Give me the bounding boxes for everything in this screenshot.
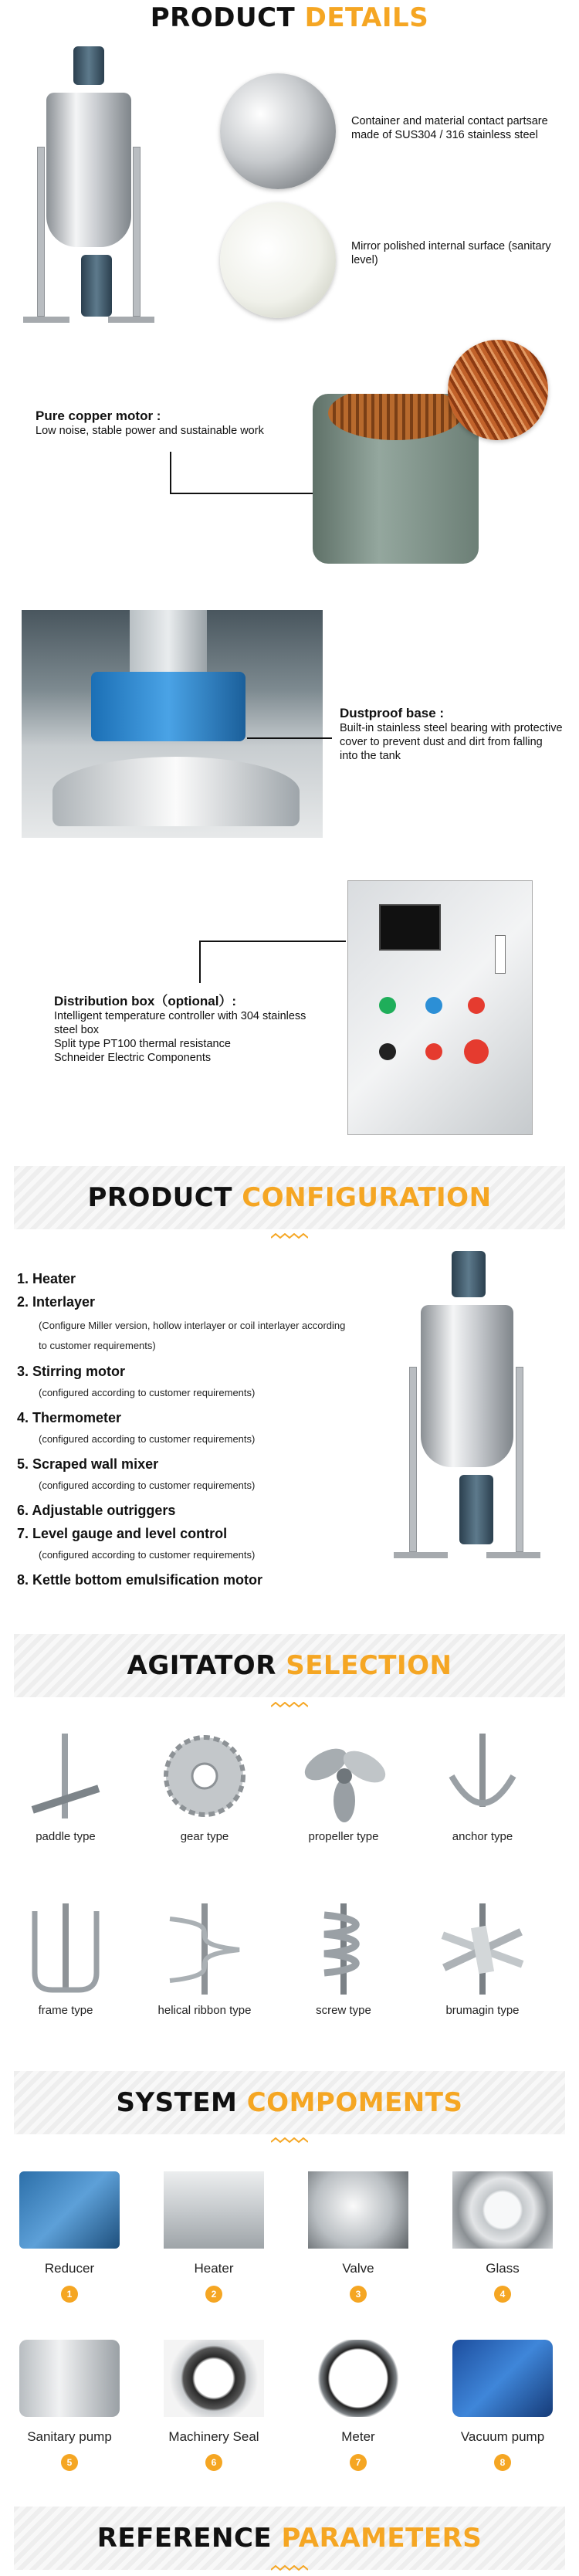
distribution-box-image: [347, 880, 533, 1135]
agitator-option: [417, 1903, 548, 2017]
component-label: Valve: [342, 2261, 374, 2276]
helical-ribbon-agitator-icon: [154, 1903, 255, 1996]
config-note: (configured according to customer requirements): [39, 1549, 256, 1561]
component-card: [433, 2171, 572, 2303]
zigzag-divider: [271, 1702, 308, 1708]
component-number-badge: 5: [61, 2454, 78, 2471]
agitator-label: screw type: [316, 2004, 371, 2017]
component-label: Machinery Seal: [168, 2429, 259, 2444]
screw-agitator-icon: [293, 1903, 394, 1996]
component-card: [144, 2340, 283, 2471]
config-note: (configured according to customer requirements): [39, 1480, 256, 1491]
section-header-reference: [0, 2507, 579, 2570]
section-header-components: [0, 2071, 579, 2134]
copper-motor-image: [313, 394, 479, 564]
base-text: Built-in stainless steel bearing with protective cover to prevent dust and dirt from falling into the tank: [340, 722, 563, 762]
component-number-badge: 4: [494, 2286, 511, 2303]
config-note: (configured according to customer requirements): [39, 1387, 256, 1398]
heater-image: [164, 2171, 264, 2249]
config-item: 1. Heater: [17, 1271, 76, 1286]
config-item: 5. Scraped wall mixer: [17, 1456, 159, 1472]
zigzag-divider: [271, 1233, 308, 1239]
sanitary-pump-image: [19, 2340, 120, 2417]
component-number-badge: 3: [350, 2286, 367, 2303]
machinery-seal-image: [164, 2340, 264, 2417]
mirror-surface-image: [220, 202, 336, 318]
agitator-label: anchor type: [452, 1830, 513, 1843]
agitator-label: gear type: [180, 1830, 229, 1843]
material-description: Container and material contact partsare made of SUS304 / 316 stainless steel: [351, 115, 548, 141]
section-title: AGITATOR SELECTION: [127, 1650, 452, 1681]
component-label: Glass: [486, 2261, 520, 2276]
steel-sample-image: [220, 73, 336, 189]
paddle-agitator-icon: [15, 1730, 116, 1822]
config-note: (Configure Miller version, hollow interlayer or coil interlayer according to customer requirements): [39, 1320, 346, 1351]
base-description: [340, 707, 564, 763]
component-number-badge: 2: [205, 2286, 222, 2303]
component-number-badge: 8: [494, 2454, 511, 2471]
config-item: 7. Level gauge and level control: [17, 1526, 228, 1541]
component-card: [289, 2171, 428, 2303]
component-label: Meter: [341, 2429, 375, 2444]
propeller-agitator-icon: [293, 1730, 394, 1822]
motor-description: [36, 409, 313, 438]
motor-title: Pure copper motor :: [36, 408, 161, 423]
section-title: REFERENCE PARAMETERS: [96, 2523, 482, 2554]
component-label: Heater: [194, 2261, 234, 2276]
vacuum-pump-image: [452, 2340, 553, 2417]
config-note: (configured according to customer requirements): [39, 1433, 256, 1445]
zigzag-divider: [271, 2137, 308, 2144]
agitator-option: [139, 1730, 270, 1843]
reducer-image: [19, 2171, 120, 2249]
component-number-badge: 7: [350, 2454, 367, 2471]
agitator-label: frame type: [38, 2004, 93, 2017]
copper-wire-image: [448, 340, 548, 440]
config-item: 6. Adjustable outriggers: [17, 1503, 176, 1518]
component-card: [144, 2171, 283, 2303]
connector-line: [170, 452, 171, 494]
base-title: Dustproof base :: [340, 706, 445, 720]
config-item: 2. Interlayer: [17, 1294, 96, 1310]
component-card: [433, 2340, 572, 2471]
agitator-option: [278, 1903, 409, 2017]
component-label: Sanitary pump: [27, 2429, 112, 2444]
dustproof-base-image: [22, 610, 323, 838]
motor-text: Low noise, stable power and sustainable work: [36, 425, 264, 437]
component-label: Vacuum pump: [460, 2429, 545, 2444]
box-title: Distribution box（optional）:: [54, 994, 237, 1008]
agitator-option: [139, 1903, 270, 2017]
agitator-label: propeller type: [308, 1830, 379, 1843]
glass-image: [452, 2171, 553, 2249]
config-item: 3. Stirring motor: [17, 1364, 126, 1379]
component-number-badge: 6: [205, 2454, 222, 2471]
anchor-agitator-icon: [432, 1730, 533, 1822]
brumagin-agitator-icon: [432, 1903, 533, 1996]
distribution-box-description: Distribution box（optional）: Intelligent temperature controller with 304 stainless steel box Split type PT100 thermal resistance Schneider Electric Components: [54, 994, 306, 1064]
section-header-agitator: [0, 1634, 579, 1697]
agitator-label: helical ribbon type: [157, 2004, 252, 2017]
mirror-description: Mirror polished internal surface (sanitary level): [351, 240, 551, 266]
meter-image: [308, 2340, 408, 2417]
connector-line: [199, 941, 201, 983]
section-header-details: [0, 2, 579, 51]
agitator-option: [417, 1730, 548, 1843]
zigzag-divider: [271, 2565, 308, 2571]
section-title: PRODUCT CONFIGURATION: [87, 1182, 492, 1213]
agitator-label: paddle type: [36, 1830, 96, 1843]
agitator-option: [0, 1903, 131, 2017]
connector-line: [170, 493, 317, 494]
valve-image: [308, 2171, 408, 2249]
reactor-tank-image: [386, 1251, 540, 1614]
gear-agitator-icon: [154, 1730, 255, 1822]
agitator-option: [0, 1730, 131, 1843]
frame-agitator-icon: [15, 1903, 116, 1996]
agitator-label: brumagin type: [445, 2004, 520, 2017]
component-card: [0, 2340, 139, 2471]
connector-line: [247, 737, 332, 739]
section-title: PRODUCT DETAILS: [150, 2, 429, 33]
component-label: Reducer: [44, 2261, 95, 2276]
agitator-option: [278, 1730, 409, 1843]
config-item: 4. Thermometer: [17, 1410, 122, 1425]
component-card: [0, 2171, 139, 2303]
component-card: [289, 2340, 428, 2471]
component-number-badge: 1: [61, 2286, 78, 2303]
config-item: 8. Kettle bottom emulsification motor: [17, 1572, 263, 1588]
reactor-tank-image: [15, 46, 154, 371]
section-header-configuration: [0, 1166, 579, 1229]
connector-line: [199, 941, 346, 942]
section-title: SYSTEM COMPOMENTS: [116, 2087, 463, 2118]
